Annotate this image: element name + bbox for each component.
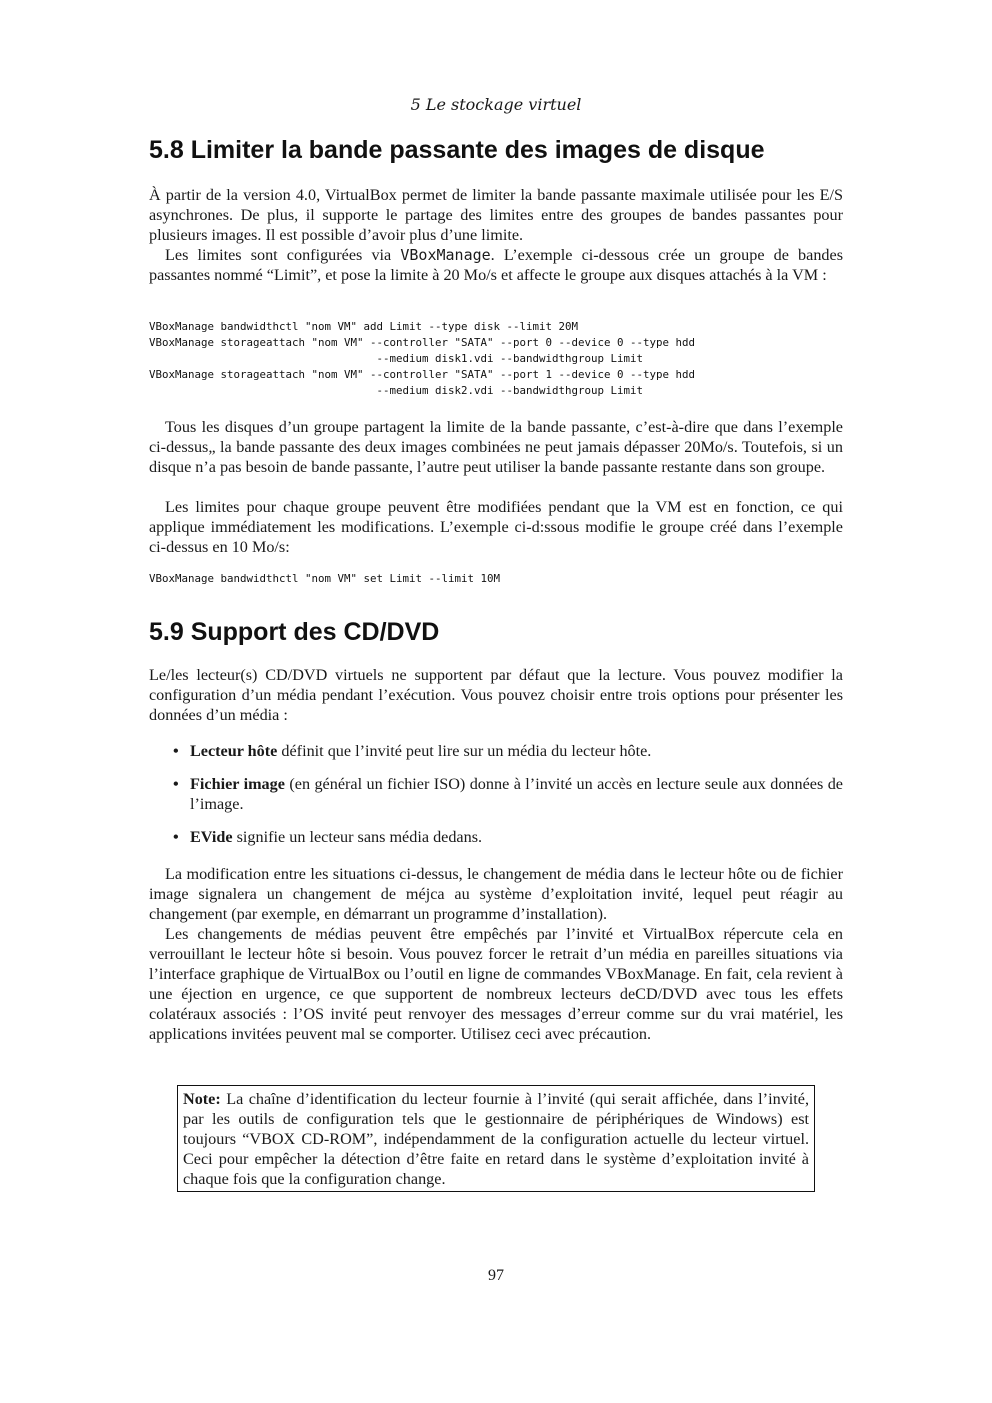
paragraph-bandwidth-sharing: Tous les disques d’un groupe partagent la limite de la bande passante, c’est-à-dire que dans l’exemple ci-dessus„ la bande passante des deux images combinées ne peut jamais dépasser 20Mo/s. Toutefois, si un disque n’a pas besoin de bande passante, l’autre peut utiliser la bande passante restante dans son groupe. <box>149 418 843 476</box>
page-number: 97 <box>488 1267 504 1284</box>
note-text: La chaîne d’identification du lecteur fournie à l’invité (qui serait affichée, dans l’invité, par les outils de configuration tels que le gestionnaire de périphériques de Windows) est toujours “VBOX CD-ROM”, indépendamment de la configuration actuelle du lecteur virtuel. Ceci pour empêcher la détection d’être faite en retard dans le système d’exploitation invité à chaque fois que la configuration change. <box>183 1090 809 1188</box>
paragraph-bandwidth-config <box>149 245 843 285</box>
list-item-term: EVide <box>190 828 233 846</box>
section-title-5-8: 5.8 Limiter la bande passante des images de disque <box>149 136 765 164</box>
section-title-5-9: 5.9 Support des CD/DVD <box>149 618 440 646</box>
list-item-term: Fichier image <box>190 775 285 793</box>
paragraph-media-lock: Les changements de médias peuvent être empêchés par l’invité et VirtualBox répercute cela en verrouillant le lecteur hôte si besoin. Vous pouvez forcer le retrait d’un média en pareilles situations via l’interface graphique de VirtualBox ou l’outil en ligne de commandes VBoxManage. En fait, cela revient à une éjection en urgence, ce que supportent de nombreux lecteurs deCD/DVD avec tous les effets colatéraux associés : l’OS invité peut renvoyer des messages d’erreur comme sur du vrai matériel, les applications invitées peuvent mal se comporter. Utilisez ceci avec précaution. <box>149 925 843 1043</box>
running-header: 5 Le stockage virtuel <box>410 95 582 114</box>
paragraph-text: . L’exemple ci-dessous crée un groupe de bandes passantes nommé “Limit”, et pose la limite à 20 Mo/s et affecte le groupe aux disques attachés à la VM : <box>149 246 843 284</box>
list-item-desc: signifie un lecteur sans média dedans. <box>232 828 483 846</box>
code-block-bandwidth-setup: VBoxManage bandwidthctl "nom VM" add Limit --type disk --limit 20M VBoxManage storageattach "nom VM" --controller "SATA" --port 0 --device 0 --type hdd --medium disk1.vdi --bandwidthgroup Limit VBoxManage storageattach "nom VM" --controller "SATA" --port 1 --device 0 --type hdd --medium disk2.vdi --bandwidthgroup Limit <box>149 320 696 397</box>
paragraph-cd-dvd-intro: Le/les lecteur(s) CD/DVD virtuels ne supportent par défaut que la lecture. Vous pouvez modifier la configuration d’un média pendant l’exécution. Vous pouvez choisir entre trois options pour présenter les données d’un média : <box>149 666 843 724</box>
list-item-desc: définit que l’invité peut lire sur un média du lecteur hôte. <box>277 742 652 760</box>
list-item-desc: (en général un fichier ISO) donne à l’invité un accès en lecture seule aux données de l’image. <box>190 775 843 813</box>
paragraph-media-change: La modification entre les situations ci-dessus, le changement de média dans le lecteur hôte ou de fichier image signalera un changement de méjca au système d’exploitation invité, lequel peut réagir au changement (par exemple, en démarrant un programme d’installation). <box>149 865 843 923</box>
inline-code: VBoxManage <box>400 246 491 264</box>
bullet-icon: • <box>173 775 179 793</box>
note-box <box>177 1085 815 1192</box>
paragraph-text: Les limites sont configurées via <box>165 246 401 264</box>
code-block-bandwidth-set: VBoxManage bandwidthctl "nom VM" set Limit --limit 10M <box>149 572 501 585</box>
note-label: Note: <box>183 1090 221 1108</box>
bullet-icon: • <box>173 742 179 760</box>
list-item-text <box>190 827 843 847</box>
paragraph-bandwidth-intro: À partir de la version 4.0, VirtualBox permet de limiter la bande passante maximale utilisée pour les E/S asynchrones. De plus, il supporte le partage des limites entre des groupes de bandes passantes pour plusieurs images. Il est possible d’avoir plus d’une limite. <box>149 186 843 244</box>
paragraph-bandwidth-modify: Les limites pour chaque groupe peuvent être modifiées pendant que la VM est en fonction, ce qui applique immédiatement les modifications. L’exemple ci-d:ssous modifie le groupe créé dans l’exemple ci-dessus en 10 Mo/s: <box>149 498 843 556</box>
bullet-icon: • <box>173 828 179 846</box>
list-item-term: Lecteur hôte <box>190 742 278 760</box>
list-item-text <box>190 774 843 814</box>
list-item-text <box>190 741 843 761</box>
